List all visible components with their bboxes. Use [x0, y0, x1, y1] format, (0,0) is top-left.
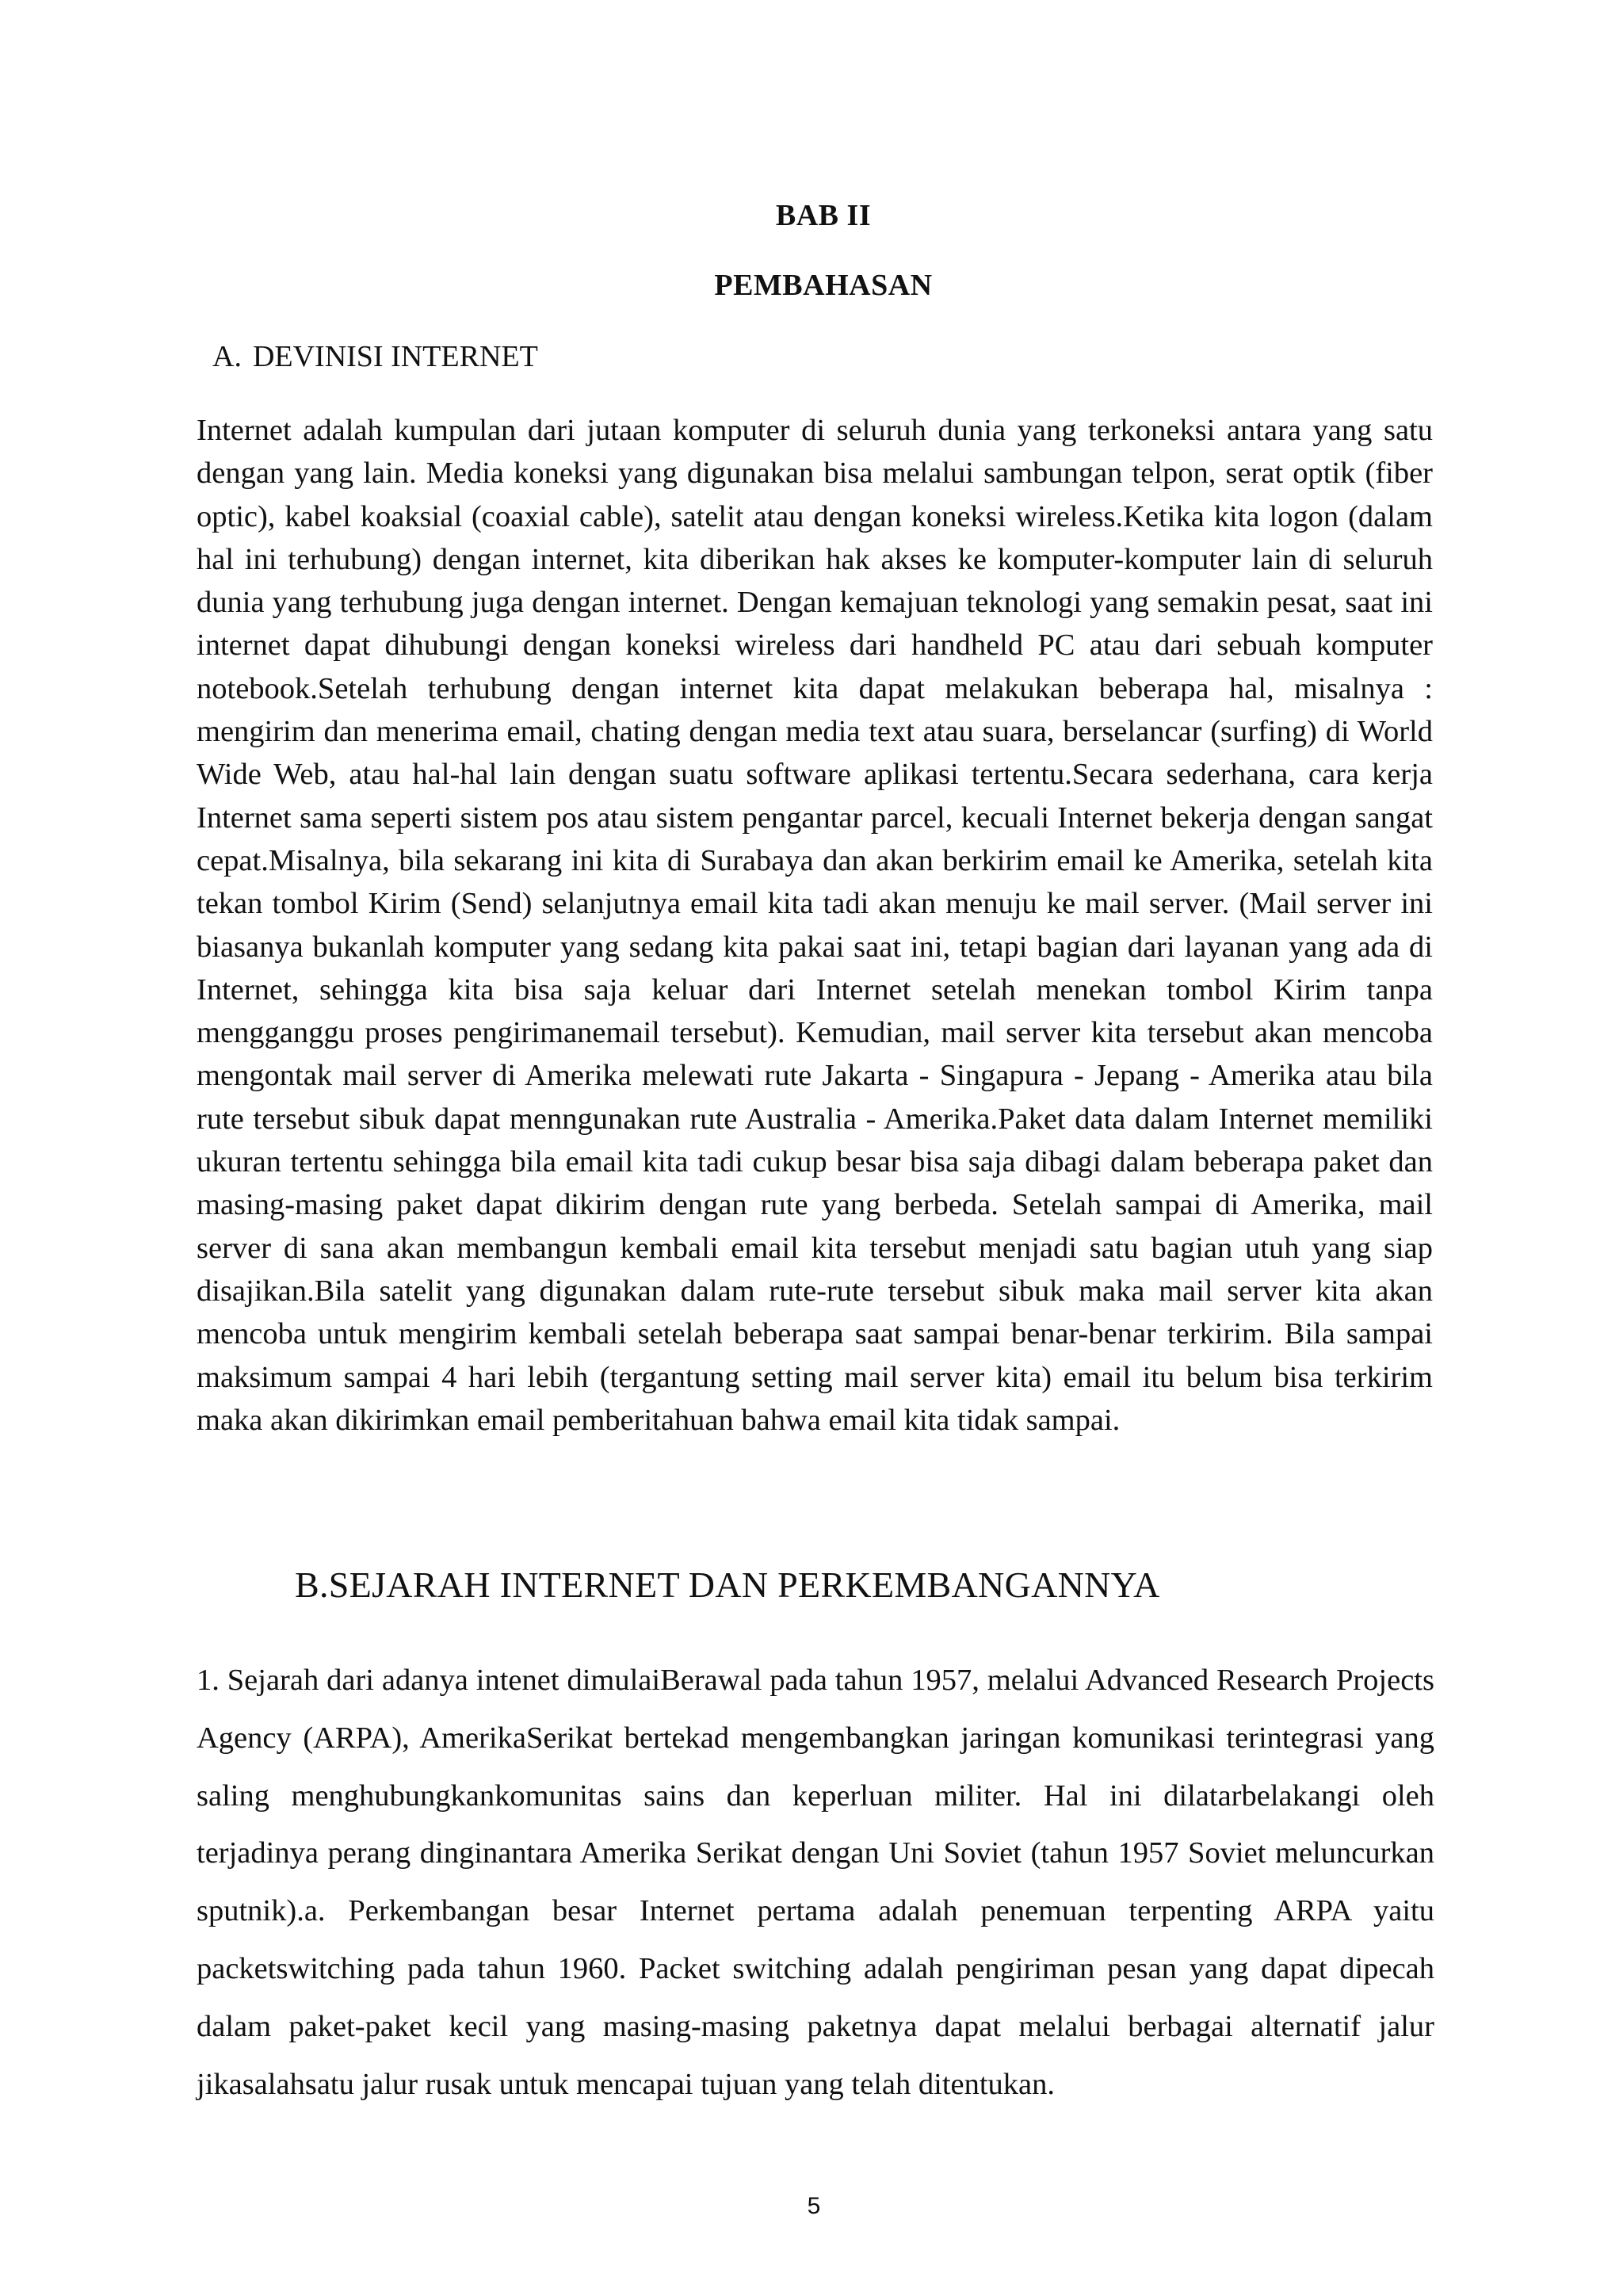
chapter-title: PEMBAHASAN: [714, 269, 933, 302]
section-a-heading: [212, 339, 538, 374]
section-a-heading-text: DEVINISI INTERNET: [252, 340, 538, 373]
section-a-marker: A.: [212, 340, 242, 373]
page-number: 5: [807, 2193, 821, 2219]
section-a-paragraph: Internet adalah kumpulan dari jutaan komputer di seluruh dunia yang terkoneksi antara yang satu dengan yang lain. Media koneksi yang digunakan bisa melalui sambungan telpon, serat optik (fiber optic), kabel koaksial (coaxial cable), satelit atau dengan koneksi wireless.Ketika kita logon (dalam hal ini terhubung) dengan internet, kita diberikan hak akses ke komputer-komputer lain di seluruh dunia yang terhubung juga dengan internet. Dengan kemajuan teknologi yang semakin pesat, saat ini internet dapat dihubungi dengan koneksi wireless dari handheld PC atau dari sebuah komputer notebook.Setelah terhubung dengan internet kita dapat melakukan beberapa hal, misalnya : mengirim dan menerima email, chating dengan media text atau suara, berselancar (surfing) di World Wide Web, atau hal-hal lain dengan suatu software aplikasi tertentu.Secara sederhana, cara kerja Internet sama seperti sistem pos atau sistem pengantar parcel, kecuali Internet bekerja dengan sangat cepat.Misalnya, bila sekarang ini kita di Surabaya dan akan berkirim email ke Amerika, setelah kita tekan tombol Kirim (Send) selanjutnya email kita tadi akan menuju ke mail server. (Mail server ini biasanya bukanlah komputer yang sedang kita pakai saat ini, tetapi bagian dari layanan yang ada di Internet, sehingga kita bisa saja keluar dari Internet setelah menekan tombol Kirim tanpa mengganggu proses pengirimanemail tersebut). Kemudian, mail server kita tersebut akan mencoba mengontak mail server di Amerika melewati rute Jakarta - Singapura - Jepang - Amerika atau bila rute tersebut sibuk dapat menngunakan rute Australia - Amerika.Paket data dalam Internet memiliki ukuran tertentu sehingga bila email kita tadi cukup besar bisa saja dibagi dalam beberapa paket dan masing-masing paket dapat dikirim dengan rute yang berbeda. Setelah sampai di Amerika, mail server di sana akan membangun kembali email kita tersebut menjadi satu bagian utuh yang siap disajikan.Bila satelit yang digunakan dalam rute-rute tersebut sibuk maka mail server kita akan mencoba untuk mengirim kembali setelah beberapa saat sampai benar-benar terkirim. Bila sampai maksimum sampai 4 hari lebih (tergantung setting mail server kita) email itu belum bisa terkirim maka akan dikirimkan email pemberitahuan bahwa email kita tidak sampai.: [197, 414, 1433, 1437]
section-b-heading: B.SEJARAH INTERNET DAN PERKEMBANGANNYA: [295, 1564, 1160, 1605]
chapter-number: BAB II: [775, 199, 872, 232]
section-b-paragraph: 1. Sejarah dari adanya intenet dimulaiBerawal pada tahun 1957, melalui Advanced Research Projects Agency (ARPA), AmerikaSerikat bertekad mengembangkan jaringan komunikasi terintegrasi yang saling menghubungkankomunitas sains dan keperluan militer. Hal ini dilatarbelakangi oleh terjadinya perang dinginantara Amerika Serikat dengan Uni Soviet (tahun 1957 Soviet meluncurkan sputnik).a. Perkembangan besar Internet pertama adalah penemuan terpenting ARPA yaitu packetswitching pada tahun 1960. Packet switching adalah pengiriman pesan yang dapat dipecah dalam paket-paket kecil yang masing-masing paketnya dapat melalui berbagai alternatif jalur jikasalahsatu jalur rusak untuk mencapai tujuan yang telah ditentukan.: [197, 1664, 1434, 2101]
